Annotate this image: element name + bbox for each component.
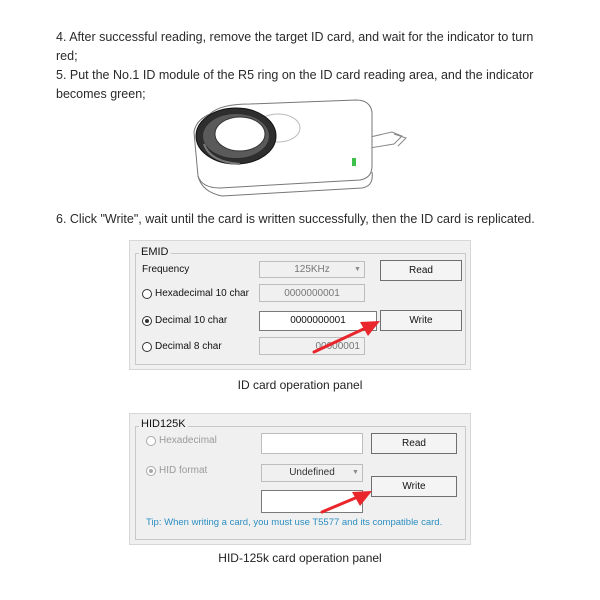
- dec8-value-field[interactable]: 00000001: [259, 337, 365, 355]
- radio-hid-format[interactable]: [146, 466, 156, 476]
- radio-dec10[interactable]: [142, 316, 152, 326]
- hid-format-value: Undefined: [289, 467, 335, 478]
- hid-red-arrow: [300, 484, 390, 520]
- step-4-text: 4. After successful reading, remove the target ID card, and wait for the indicator to turn red;: [56, 30, 534, 63]
- frequency-value: 125KHz: [294, 264, 330, 275]
- emid-group-title: EMID: [141, 246, 169, 258]
- emid-red-arrow: [300, 312, 390, 362]
- radio-dec10-label: Decimal 10 char: [155, 315, 228, 326]
- radio-hex10-label: Hexadecimal 10 char: [155, 288, 249, 299]
- step-5-text: 5. Put the No.1 ID module of the R5 ring on the ID card reading area, and the indicator becomes green;: [56, 68, 534, 101]
- hid-tip-text: Tip: When writing a card, you must use T5577 and its compatible card.: [146, 517, 443, 528]
- chevron-down-icon: ▼: [352, 469, 359, 476]
- emid-read-button[interactable]: Read: [380, 260, 462, 281]
- radio-dec8[interactable]: [142, 342, 152, 352]
- hid-write-button[interactable]: Write: [371, 476, 457, 497]
- chevron-down-icon: ▼: [354, 266, 361, 273]
- frequency-select[interactable]: [259, 261, 365, 278]
- hex10-value-field[interactable]: 0000000001: [259, 284, 365, 302]
- dec10-value-input[interactable]: 0000000001: [259, 311, 377, 331]
- hid-format-select[interactable]: [261, 464, 363, 482]
- radio-dec8-label: Decimal 8 char: [155, 341, 222, 352]
- ring-on-reader-illustration: [180, 92, 420, 202]
- radio-hex10[interactable]: [142, 289, 152, 299]
- radio-hid-hex-label: Hexadecimal: [159, 435, 217, 446]
- emid-caption: ID card operation panel: [237, 378, 363, 392]
- radio-hid-hex[interactable]: [146, 436, 156, 446]
- step-6-text: 6. Click "Write", wait until the card is written successfully, then the ID card is replicated.: [56, 212, 535, 226]
- indicator-led: [352, 158, 356, 166]
- radio-selected-dot: [145, 319, 149, 323]
- hid-panel: [129, 413, 471, 545]
- hid-caption: HID-125k card operation panel: [218, 551, 382, 565]
- hid-group-title: HID125K: [141, 418, 186, 430]
- radio-hid-format-label: HID format: [159, 465, 208, 476]
- frequency-label: Frequency: [142, 264, 190, 275]
- emid-write-button[interactable]: Write: [380, 310, 462, 331]
- hid-read-button[interactable]: Read: [371, 433, 457, 454]
- hid-hex-input[interactable]: [261, 433, 363, 454]
- radio-selected-dot: [149, 469, 153, 473]
